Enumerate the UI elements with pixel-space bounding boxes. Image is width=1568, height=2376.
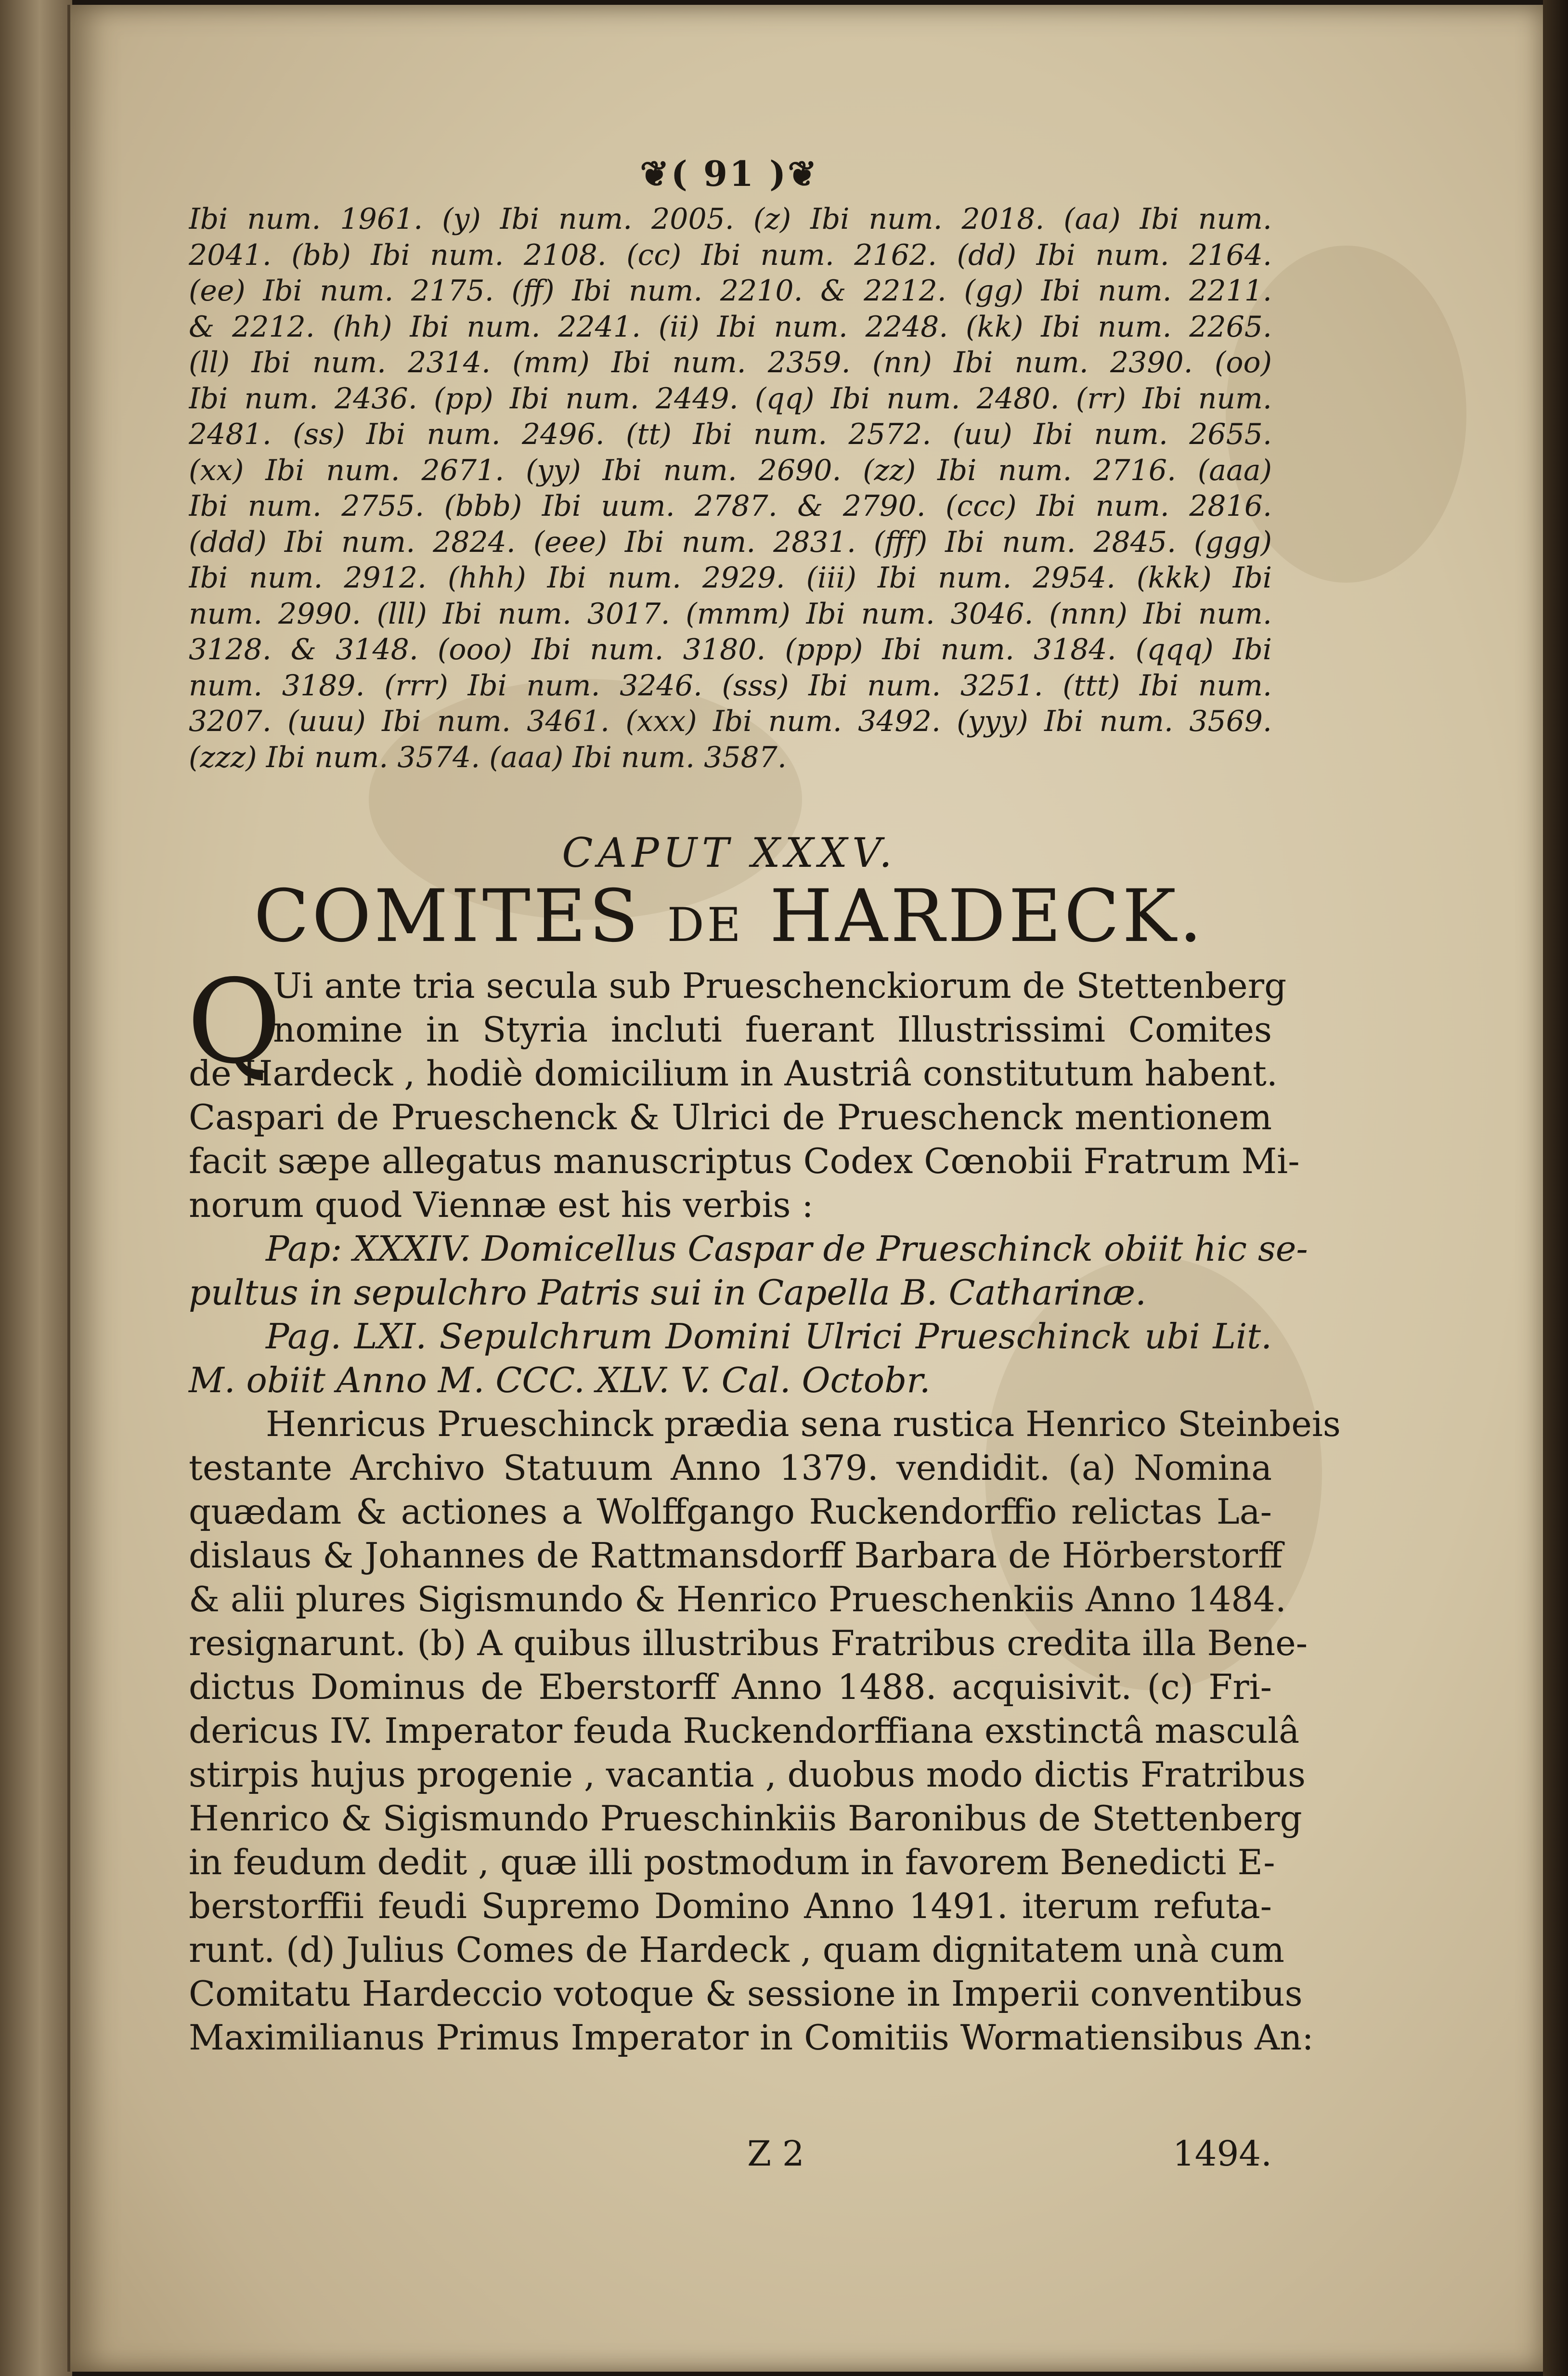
note-line: (ll) Ibi num. 2314. (mm) Ibi num. 2359. (nn) Ibi num. 2390. (oo): [189, 346, 1272, 379]
note-line: Ibi num. 2755. (bbb) Ibi uum. 2787. & 2790. (ccc) Ibi num. 2816.: [189, 489, 1272, 523]
facing-page-edge: [0, 0, 72, 2376]
note-line: (ee) Ibi num. 2175. (ff) Ibi num. 2210. & 2212. (gg) Ibi num. 2211.: [189, 274, 1272, 308]
drop-cap: Q: [187, 954, 282, 1089]
header-ornament-right: )❦: [755, 153, 819, 194]
chapter-title-part: COMITES: [254, 875, 667, 958]
quoted-line: Pag. LXI. Sepulchrum Domini Ulrici Prueschinck ubi Lit.: [266, 1316, 1272, 1357]
body-line: berstorffii feudi Supremo Domino Anno 1491. iterum refuta-: [189, 1886, 1272, 1926]
note-line: num. 2990. (lll) Ibi num. 3017. (mmm) Ibi num. 3046. (nnn) Ibi num.: [189, 597, 1272, 631]
note-line: Ibi num. 2912. (hhh) Ibi num. 2929. (iii) Ibi num. 2954. (kkk) Ibi: [189, 561, 1272, 595]
body-line: norum quod Viennæ est his verbis :: [189, 1185, 814, 1225]
body-line: resignarunt. (b) A quibus illustribus Fratribus credita illa Bene-: [189, 1623, 1308, 1663]
quoted-line: M. obiit Anno M. CCC. XLV. V. Cal. Octobr.: [189, 1360, 931, 1400]
footnote-references: [189, 201, 1272, 775]
body-line: testante Archivo Statuum Anno 1379. vendidit. (a) Nomina: [189, 1448, 1272, 1488]
body-line: quædam & actiones a Wolffgango Ruckendorffio relictas La-: [189, 1491, 1272, 1532]
body-line: Maximilianus Primus Imperator in Comitiis Wormatiensibus An:: [189, 2017, 1314, 2058]
book-block-edge: [1543, 0, 1568, 2376]
page-number-header: [188, 153, 1271, 194]
body-line: Comitatu Hardeccio votoque & sessione in Imperii conventibus: [189, 1973, 1303, 2014]
body-line: in feudum dedit , quæ illi postmodum in favorem Benedicti E-: [189, 1842, 1275, 1882]
body-line: dictus Dominus de Eberstorff Anno 1488. acquisivit. (c) Fri-: [189, 1667, 1272, 1707]
signature-mark: Z 2: [747, 2133, 804, 2174]
chapter-title-particle: DE: [667, 898, 744, 952]
header-ornament-left: ❦(: [640, 153, 703, 194]
body-line: facit sæpe allegatus manuscriptus Codex Cœnobii Fratrum Mi-: [189, 1141, 1300, 1181]
note-line: num. 3189. (rrr) Ibi num. 3246. (sss) Ibi num. 3251. (ttt) Ibi num.: [189, 668, 1272, 703]
body-line: Caspari de Prueschenck & Ulrici de Prueschenck mentionem: [189, 1097, 1272, 1137]
body-line: Henricus Prueschinck prædia sena rustica Henrico Steinbeis: [266, 1404, 1341, 1444]
chapter-title: [188, 875, 1271, 958]
note-line: 2481. (ss) Ibi num. 2496. (tt) Ibi num. 2572. (uu) Ibi num. 2655.: [189, 418, 1272, 451]
note-line: 2041. (bb) Ibi num. 2108. (cc) Ibi num. 2162. (dd) Ibi num. 2164.: [189, 238, 1272, 272]
body-line: de Hardeck , hodiè domicilium in Austriâ constitutum habent.: [189, 1053, 1278, 1094]
note-line: (xx) Ibi num. 2671. (yy) Ibi num. 2690. (zz) Ibi num. 2716. (aaa): [189, 453, 1272, 487]
body-line: nomine in Styria incluti fuerant Illustrissimi Comites: [273, 1009, 1272, 1050]
body-line: Ui ante tria secula sub Prueschenckiorum de Stettenberg: [273, 966, 1287, 1006]
note-line: 3207. (uuu) Ibi num. 3461. (xxx) Ibi num. 3492. (yyy) Ibi num. 3569.: [189, 705, 1272, 738]
note-line: (ddd) Ibi num. 2824. (eee) Ibi num. 2831. (fff) Ibi num. 2845. (ggg): [189, 525, 1272, 559]
page-footer: [189, 2133, 1272, 2177]
body-text: [187, 954, 1341, 2060]
note-line: & 2212. (hh) Ibi num. 2241. (ii) Ibi num. 2248. (kk) Ibi num. 2265.: [189, 310, 1272, 344]
chapter-title-part: HARDECK.: [743, 875, 1205, 958]
body-line: Henrico & Sigismundo Prueschinkiis Baronibus de Stettenberg: [189, 1798, 1302, 1839]
quoted-line: Pap: XXXIV. Domicellus Caspar de Prueschinck obiit hic se-: [266, 1228, 1308, 1269]
body-line: runt. (d) Julius Comes de Hardeck , quam dignitatem unà cum: [189, 1930, 1284, 1970]
body-line: & alii plures Sigismundo & Henrico Prueschenkiis Anno 1484.: [189, 1579, 1286, 1619]
note-line: Ibi num. 1961. (y) Ibi num. 2005. (z) Ibi num. 2018. (aa) Ibi num.: [189, 202, 1272, 236]
catchword: 1494.: [1172, 2133, 1272, 2174]
quoted-line: pultus in sepulchro Patris sui in Capella B. Catharinæ.: [189, 1272, 1147, 1313]
body-line: stirpis hujus progenie , vacantia , duobus modo dictis Fratribus: [189, 1754, 1306, 1795]
note-line: 3128. & 3148. (ooo) Ibi num. 3180. (ppp) Ibi num. 3184. (qqq) Ibi: [189, 633, 1272, 666]
note-line: (zzz) Ibi num. 3574. (aaa) Ibi num. 3587.: [189, 740, 787, 774]
body-line: dericus IV. Imperator feuda Ruckendorffiana exstinctâ masculâ: [189, 1710, 1300, 1751]
page-number: 91: [703, 153, 756, 194]
note-line: Ibi num. 2436. (pp) Ibi num. 2449. (qq) Ibi num. 2480. (rr) Ibi num.: [189, 381, 1272, 416]
body-line: dislaus & Johannes de Rattmansdorff Barbara de Hörberstorff: [189, 1535, 1283, 1576]
chapter-number: CAPUT XXXV.: [562, 829, 897, 876]
